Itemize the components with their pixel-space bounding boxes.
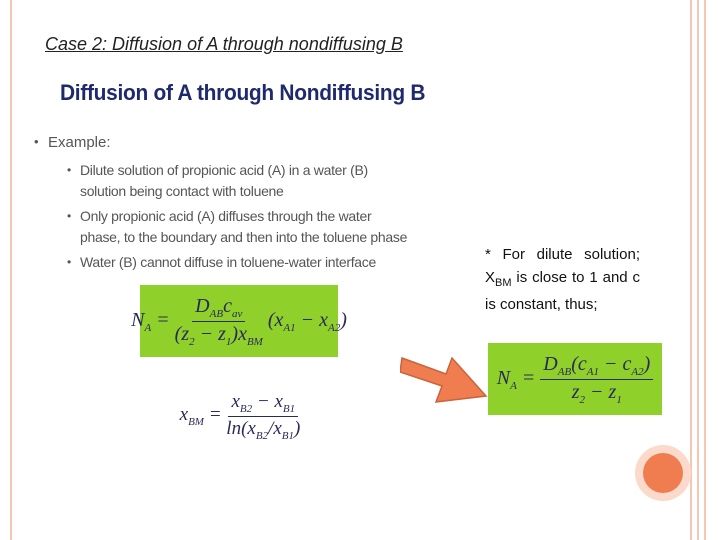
equation-log-mean: $x_{BM}$ = $\frac{x_{B2} - x_{B1}}{\ln(x_{B2}/x_{B1})}$	[177, 380, 303, 452]
slide-title: Case 2: Diffusion of A through nondiffusing B	[45, 34, 403, 54]
dilute-note: * For dilute solution; $X_{BM}$ is close to 1 and c is constant, thus;	[485, 246, 640, 313]
arrow-icon	[400, 330, 490, 405]
frame-line-right-2	[697, 0, 699, 540]
equation-flux-dilute: $N_A$ = $\frac{D_{AB}(c_{A1} - c_{A2})}{z_2 - z_1}$	[488, 343, 662, 415]
decorative-orb	[643, 453, 683, 493]
frame-line-right-1	[690, 0, 692, 540]
sub-bullet: • Dilute solution of propionic acid (A) in a water (B) solution being contact with toluene	[80, 160, 410, 202]
example-sub-bullets	[80, 160, 410, 277]
clip-heading: Diffusion of A through Nondiffusing B	[60, 80, 426, 105]
sub-bullet: • Only propionic acid (A) diffuses through the water phase, to the boundary and then into the toluene phase	[80, 206, 410, 248]
equation-flux-general: $N_A$ = $\frac{D_{AB}c_{av}}{(z_2 - z_1)x_{BM}}$ $(x_{A1} - x_{A2})$	[140, 285, 338, 357]
frame-line-right-3	[704, 0, 706, 540]
frame-line-left	[10, 0, 12, 540]
sub-bullet: • Water (B) cannot diffuse in toluene-water interface	[80, 252, 410, 273]
example-label: • Example:	[48, 134, 111, 151]
